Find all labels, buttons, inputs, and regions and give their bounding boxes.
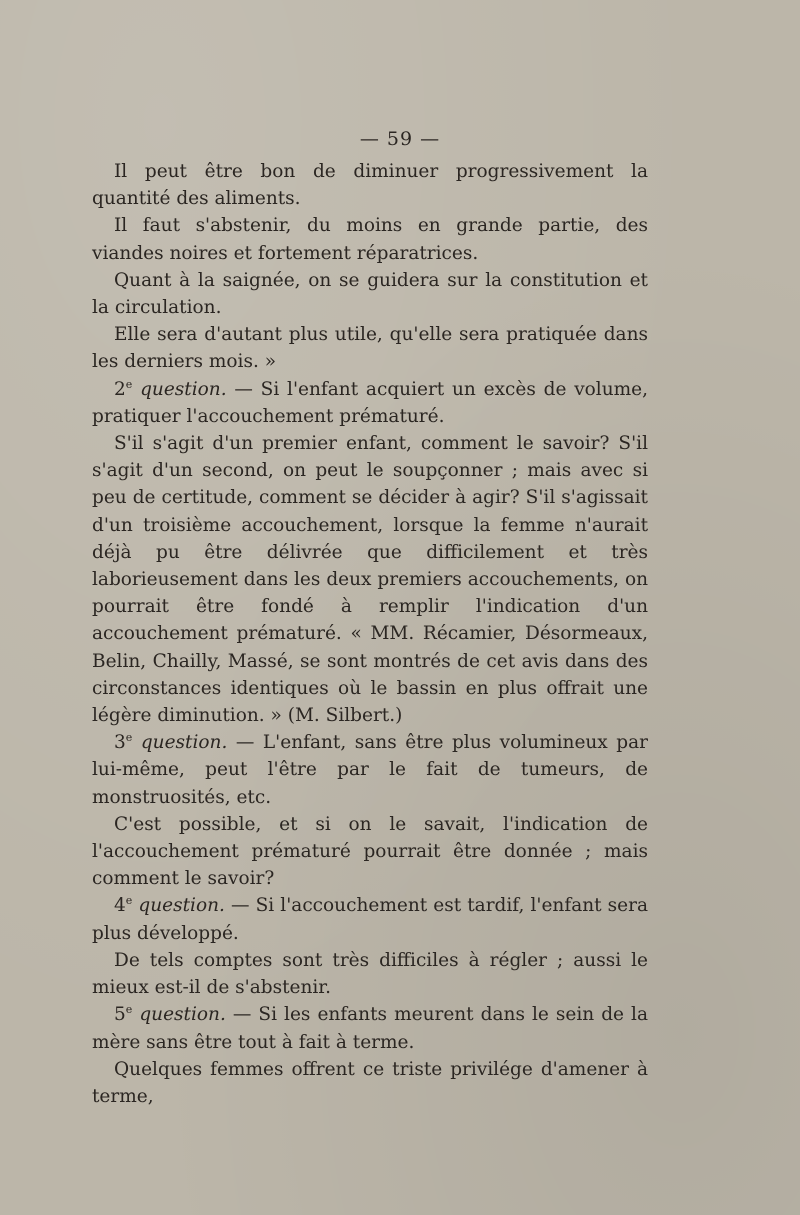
question-label: question. <box>139 1004 226 1026</box>
paragraph: De tels comptes sont très difficiles à régler ; aussi le mieux est-il de s'abstenir. <box>92 949 648 999</box>
paragraph: S'il s'agit d'un premier enfant, comment le savoir? S'il s'agit d'un second, on peut le soupçonner ; mais avec si peu de certitude, comment se décider à agir? S'il s'agissait d'un troisième accouchement, lorsque la femme n'aurait déjà pu être délivrée que difficilement et très laborieusement dans les deux premiers accouchements, on pourrait être fondé à remplir l'indication d'un accouchement prématuré. « MM. Récamier, Désormeaux, Belin, Chailly, Massé, se sont montrés de cet avis dans des circonstances identiques où le bassin en plus offrait une légère diminution. » (M. Silbert.) <box>92 433 648 727</box>
ordinal-suffix: e <box>125 377 133 391</box>
question-number: 4 <box>114 895 126 917</box>
question-label: question. <box>138 895 225 917</box>
paragraph: C'est possible, et si on le savait, l'indication de l'accouchement prématuré pourrait être donnée ; mais comment le savoir? <box>92 813 648 890</box>
question-paragraph: 5e question. — Si les enfants meurent dans le sein de la mère sans être tout à fait à terme. <box>92 1003 648 1053</box>
paragraph: Quant à la saignée, on se guidera sur la constitution et la circulation. <box>92 269 648 319</box>
paragraph: Il faut s'abstenir, du moins en grande partie, des viandes noires et fortement réparatrices. <box>92 215 648 264</box>
question-paragraph: 2e question. — Si l'enfant acquiert un excès de volume, pratiquer l'accouchement prématuré. <box>92 377 648 427</box>
question-paragraph: 3e question. — L'enfant, sans être plus volumineux par lui-même, peut l'être par le fait de tumeurs, de monstruosités, etc. <box>92 731 648 808</box>
ordinal-suffix: e <box>125 1003 133 1017</box>
ordinal-suffix: e <box>125 731 133 745</box>
question-number: 5 <box>114 1004 126 1026</box>
question-number: 3 <box>114 732 126 754</box>
paragraph: Elle sera d'autant plus utile, qu'elle sera pratiquée dans les derniers mois. » <box>92 324 648 373</box>
question-paragraph: 4e question. — Si l'accouchement est tardif, l'enfant sera plus développé. <box>92 894 648 944</box>
paragraph: Quelques femmes offrent ce triste privilége d'amener à terme, <box>92 1058 648 1107</box>
question-label: question. <box>140 732 228 754</box>
page-number: — 59 — <box>359 128 441 150</box>
paragraph: Il peut être bon de diminuer progressivement la quantité des aliments. <box>92 161 648 210</box>
body-text <box>92 158 648 1110</box>
question-number: 2 <box>114 378 126 400</box>
question-label: question. <box>140 378 227 400</box>
ordinal-suffix: e <box>125 894 133 908</box>
